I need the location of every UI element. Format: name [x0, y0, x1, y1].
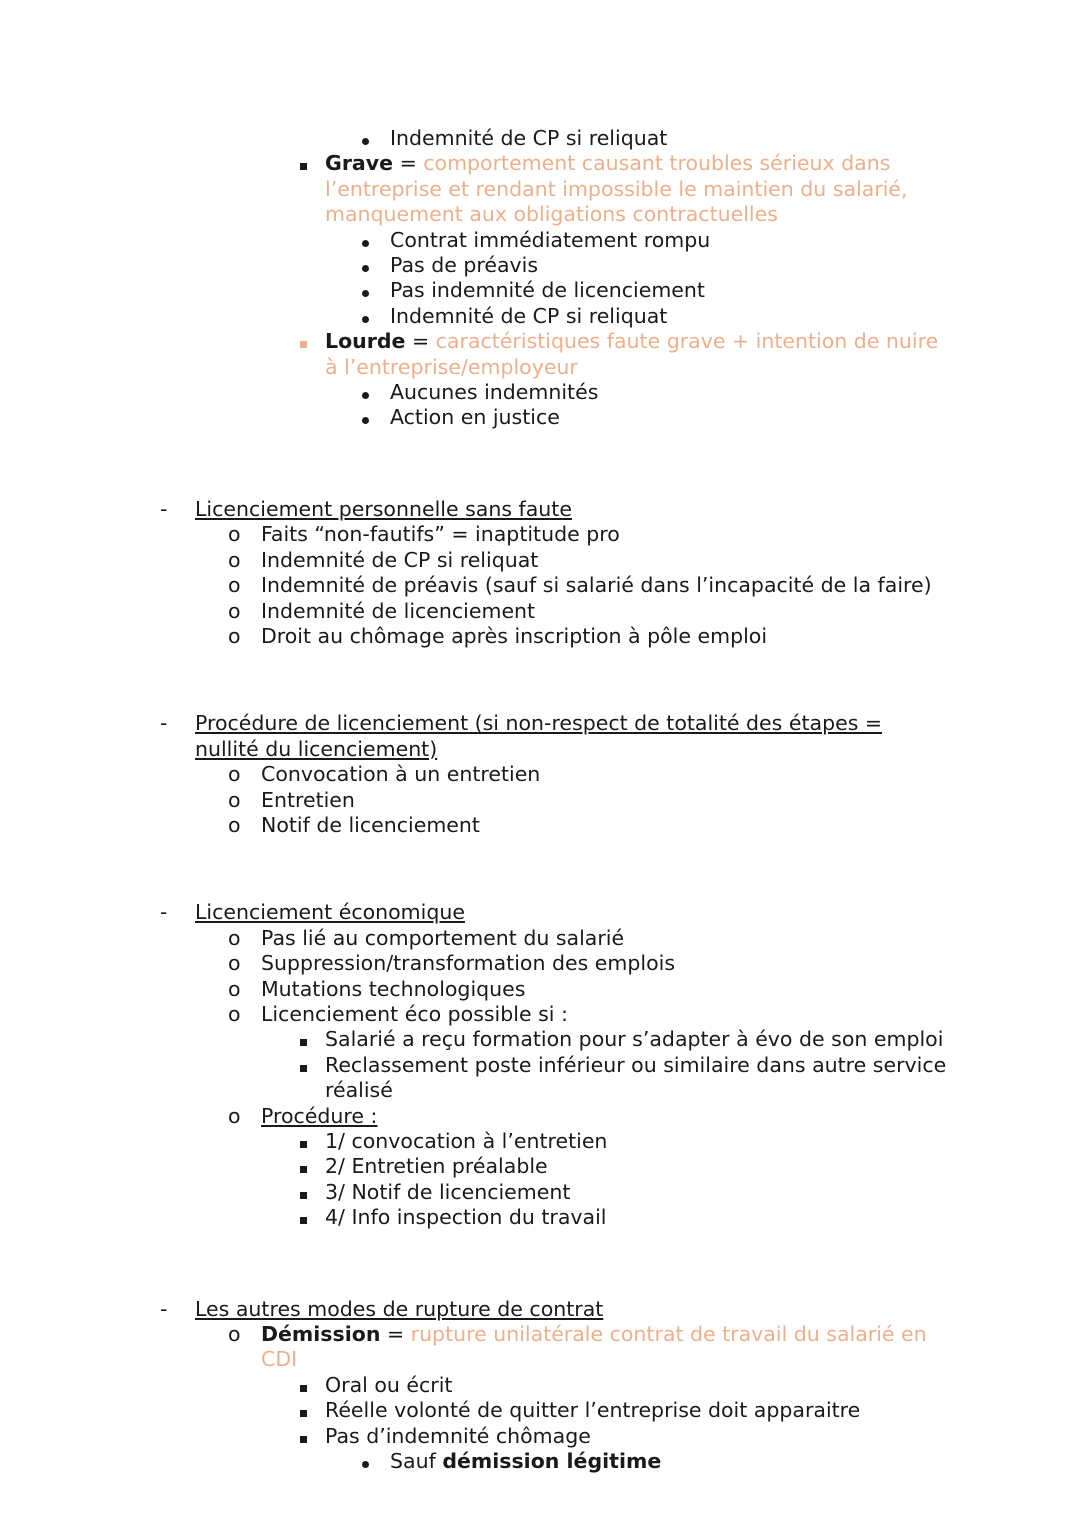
- disc-bullet-icon: [362, 126, 369, 151]
- section-spacer: [0, 1231, 1080, 1297]
- list-item: [0, 1027, 1080, 1052]
- lourde-text: [325, 329, 950, 380]
- list-item-label: Pas indemnité de licenciement: [390, 278, 705, 303]
- list-item: [0, 126, 1080, 151]
- list-item: [0, 278, 1080, 303]
- list-item-sauf-demission: [0, 1449, 1080, 1474]
- list-item-label: 3/ Notif de licenciement: [325, 1179, 571, 1204]
- section-spacer: [0, 649, 1080, 711]
- list-item: [0, 1180, 1080, 1205]
- square-bullet-icon: [300, 1027, 307, 1052]
- list-item: [0, 1398, 1080, 1423]
- list-item: [0, 228, 1080, 253]
- disc-bullet-icon: [362, 228, 369, 253]
- disc-bullet-icon: [362, 304, 369, 329]
- list-item: [0, 1424, 1080, 1449]
- document-body: [0, 126, 1080, 1474]
- disc-bullet-icon: [362, 1449, 369, 1474]
- list-item: [0, 522, 1080, 547]
- square-bullet-icon: [300, 1205, 307, 1230]
- list-item: [0, 926, 1080, 951]
- list-item-label: Indemnité de préavis (sauf si salarié dans l’incapacité de la faire): [261, 573, 932, 598]
- list-item-grave: [0, 151, 1080, 227]
- circle-bullet-icon: o: [228, 976, 241, 1001]
- list-item-label: Pas lié au comportement du salarié: [261, 925, 625, 950]
- section-heading-row: [0, 497, 1080, 522]
- dash-bullet-icon: -: [160, 711, 168, 736]
- lourde-definition: caractéristiques faute grave + intention de nuire à l’entreprise/employeur: [325, 329, 939, 379]
- section-spacer: [0, 431, 1080, 497]
- list-item: [0, 813, 1080, 838]
- circle-bullet-icon: o: [228, 762, 241, 787]
- sauf-prefix: Sauf: [390, 1449, 443, 1474]
- list-item: [0, 788, 1080, 813]
- section-faute-grave: [0, 126, 1080, 431]
- sauf-demission-text: [390, 1449, 950, 1474]
- circle-bullet-icon: o: [228, 1001, 241, 1026]
- grave-definition: comportement causant troubles sérieux dans l’entreprise et rendant impossible le maintien du salarié, manquement aux obligations contractuelles: [325, 151, 908, 227]
- procedure-heading: [261, 1104, 950, 1129]
- circle-bullet-icon: o: [228, 547, 241, 572]
- list-item-label: Droit au chômage après inscription à pôle emploi: [261, 623, 768, 648]
- lourde-equals: =: [405, 329, 436, 354]
- list-item-label: 4/ Info inspection du travail: [325, 1205, 607, 1230]
- disc-bullet-icon: [362, 278, 369, 303]
- section-heading-row: [0, 900, 1080, 925]
- dash-bullet-icon: -: [160, 1296, 168, 1321]
- procedure-heading-row: [0, 1104, 1080, 1129]
- list-item-label: Entretien: [261, 787, 355, 812]
- demission-label: Démission: [261, 1322, 381, 1347]
- dash-bullet-icon: -: [160, 900, 168, 925]
- list-item-label: Action en justice: [390, 405, 560, 430]
- list-item-label: Pas de préavis: [390, 253, 539, 278]
- circle-bullet-icon: o: [228, 787, 241, 812]
- list-item-label: 1/ convocation à l’entretien: [325, 1129, 608, 1153]
- circle-bullet-icon: o: [228, 522, 241, 547]
- sauf-bold: démission légitime: [442, 1449, 662, 1474]
- square-bullet-icon: [300, 329, 307, 354]
- section-heading: Procédure de licenciement (si non-respect de totalité des étapes = nullité du licenciement): [195, 711, 883, 761]
- section-autres-modes-rupture: [0, 1297, 1080, 1475]
- list-item-label: Faits “non-fautifs” = inaptitude pro: [261, 522, 620, 547]
- square-bullet-icon: [300, 1373, 307, 1398]
- disc-bullet-icon: [362, 253, 369, 278]
- dash-bullet-icon: -: [160, 496, 168, 521]
- demission-text: [261, 1322, 950, 1373]
- procedure-heading-label: Procédure :: [261, 1103, 378, 1128]
- grave-equals: =: [393, 151, 424, 176]
- grave-text: [325, 151, 950, 227]
- section-procedure-licenciement: [0, 711, 1080, 838]
- list-item-label: Réelle volonté de quitter l’entreprise doit apparaitre: [325, 1398, 861, 1423]
- list-item-label: 2/ Entretien préalable: [325, 1154, 548, 1179]
- section-heading: Licenciement personnelle sans faute: [195, 496, 572, 521]
- list-item: [0, 380, 1080, 405]
- list-item: [0, 1129, 1080, 1154]
- list-item: [0, 573, 1080, 598]
- section-spacer: [0, 838, 1080, 900]
- grave-label: Grave: [325, 151, 394, 176]
- section-heading-row: [0, 711, 1080, 762]
- list-item-label: Contrat immédiatement rompu: [390, 227, 711, 252]
- circle-bullet-icon: o: [228, 1103, 241, 1128]
- list-item: [0, 253, 1080, 278]
- square-bullet-icon: [300, 1180, 307, 1205]
- disc-bullet-icon: [362, 405, 369, 430]
- section-licenciement-economique: [0, 900, 1080, 1230]
- list-item-label: Indemnité de CP si reliquat: [261, 547, 539, 572]
- list-item-label: Indemnité de CP si reliquat: [390, 126, 668, 150]
- section-licenciement-personnel: [0, 497, 1080, 649]
- demission-equals: =: [380, 1322, 411, 1347]
- list-item-label: Salarié a reçu formation pour s’adapter à évo de son emploi: [325, 1027, 944, 1052]
- square-bullet-icon: [300, 1424, 307, 1449]
- list-item: [0, 548, 1080, 573]
- square-bullet-icon: [300, 1129, 307, 1154]
- list-item-label: Oral ou écrit: [325, 1372, 453, 1397]
- circle-bullet-icon: o: [228, 623, 241, 648]
- disc-bullet-icon: [362, 380, 369, 405]
- list-item-label: Reclassement poste inférieur ou similaire dans autre service réalisé: [325, 1052, 947, 1103]
- square-bullet-icon: [300, 1053, 307, 1078]
- list-item-label: Licenciement éco possible si :: [261, 1001, 568, 1026]
- list-item: [0, 951, 1080, 976]
- circle-bullet-icon: o: [228, 951, 241, 976]
- demission-definition: rupture unilatérale contrat de travail du salarié en CDI: [261, 1322, 927, 1372]
- list-item-label: Indemnité de CP si reliquat: [390, 303, 668, 328]
- section-heading: Licenciement économique: [195, 900, 465, 925]
- list-item: [0, 624, 1080, 649]
- list-item: [0, 405, 1080, 430]
- list-item: [0, 1154, 1080, 1179]
- list-item: [0, 1002, 1080, 1027]
- section-heading: Les autres modes de rupture de contrat: [195, 1296, 604, 1321]
- list-item-label: Indemnité de licenciement: [261, 598, 536, 623]
- list-item: [0, 1373, 1080, 1398]
- square-bullet-icon: [300, 1398, 307, 1423]
- list-item: [0, 304, 1080, 329]
- square-bullet-icon: [300, 1154, 307, 1179]
- list-item-label: Pas d’indemnité chômage: [325, 1423, 591, 1448]
- list-item-label: Notif de licenciement: [261, 812, 480, 837]
- square-bullet-icon: [300, 151, 307, 176]
- circle-bullet-icon: o: [228, 1322, 241, 1347]
- list-item-label: Mutations technologiques: [261, 976, 526, 1001]
- list-item-label: Convocation à un entretien: [261, 762, 541, 787]
- list-item-label: Suppression/transformation des emplois: [261, 951, 675, 976]
- list-item: [0, 599, 1080, 624]
- list-item-label: Aucunes indemnités: [390, 380, 599, 405]
- list-item-demission: [0, 1322, 1080, 1373]
- circle-bullet-icon: o: [228, 812, 241, 837]
- circle-bullet-icon: o: [228, 573, 241, 598]
- circle-bullet-icon: o: [228, 925, 241, 950]
- list-item: [0, 1205, 1080, 1230]
- list-item: [0, 762, 1080, 787]
- lourde-label: Lourde: [325, 329, 406, 354]
- list-item: [0, 977, 1080, 1002]
- section-heading-row: [0, 1297, 1080, 1322]
- circle-bullet-icon: o: [228, 598, 241, 623]
- list-item-lourde: [0, 329, 1080, 380]
- list-item: [0, 1053, 1080, 1104]
